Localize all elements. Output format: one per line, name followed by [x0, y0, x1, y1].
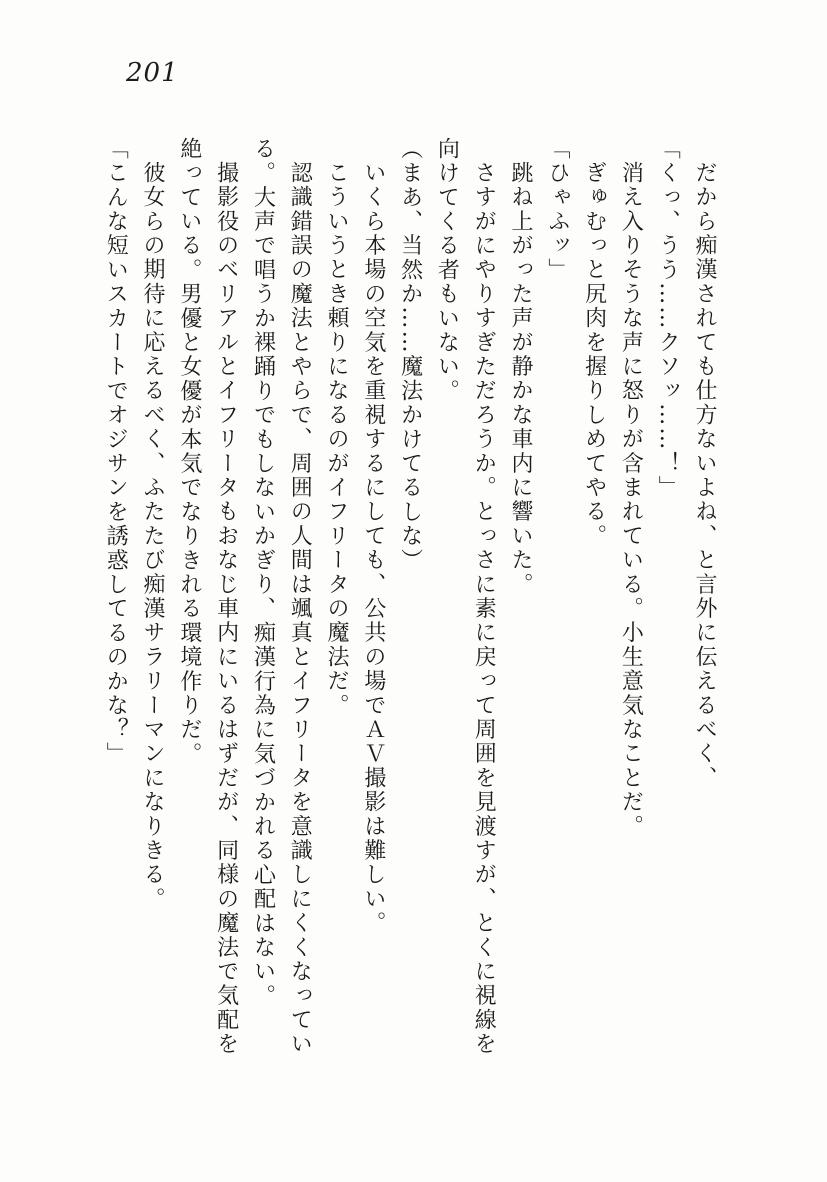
paragraph: 消え入りそうな声に怒りが含まれている。小生意気なことだ。	[618, 161, 644, 839]
paragraph: 彼女らの期待に応えるべく、ふたたび痴漢サラリーマンになりきる。	[140, 161, 166, 912]
paragraph: 認識錯誤の魔法とやらで、周囲の人間は颯真とイフリータを意識しにくくなっている。大声で唱うか裸踊りでもしないかぎり、痴漢行為に気づかれる心配はない。	[250, 137, 313, 1057]
paragraph: 「くっ、うう……クソッ……！」	[655, 137, 681, 500]
page-number: 201	[126, 58, 179, 88]
paragraph: 撮影役のベリアルとイフリータもおなじ車内にいるはずだが、同様の魔法で気配を絶っている。男優と女優が本気でなりきれる環境作りだ。	[176, 137, 239, 1057]
paragraph: だから痴漢されても仕方ないよね、と言外に伝えるべく、	[692, 161, 717, 791]
paragraph: ぎゅむっと尻肉を握りしめてやる。	[581, 161, 607, 549]
paragraph: 跳ね上がった声が静かな車内に響いた。	[508, 161, 534, 597]
paragraph: こういうとき頼りになるのがイフリータの魔法だ。	[324, 161, 350, 718]
paragraph: 「ひゃふッ」	[544, 137, 570, 283]
paragraph: （まあ、当然か……魔法かけてるしな）	[397, 137, 423, 573]
paragraph: いくら本場の空気を重視するにしても、公共の場でＡＶ撮影は難しい。	[360, 161, 386, 936]
vertical-text-block	[96, 137, 722, 1057]
paragraph: さすがにやりすぎただろうか。とっさに素に戻って周囲を見渡すが、とくに視線を向けてくる者もいない。	[434, 137, 497, 1057]
paragraph: 「こんな短いスカートでオジサンを誘惑してるのかな？」	[103, 137, 129, 767]
